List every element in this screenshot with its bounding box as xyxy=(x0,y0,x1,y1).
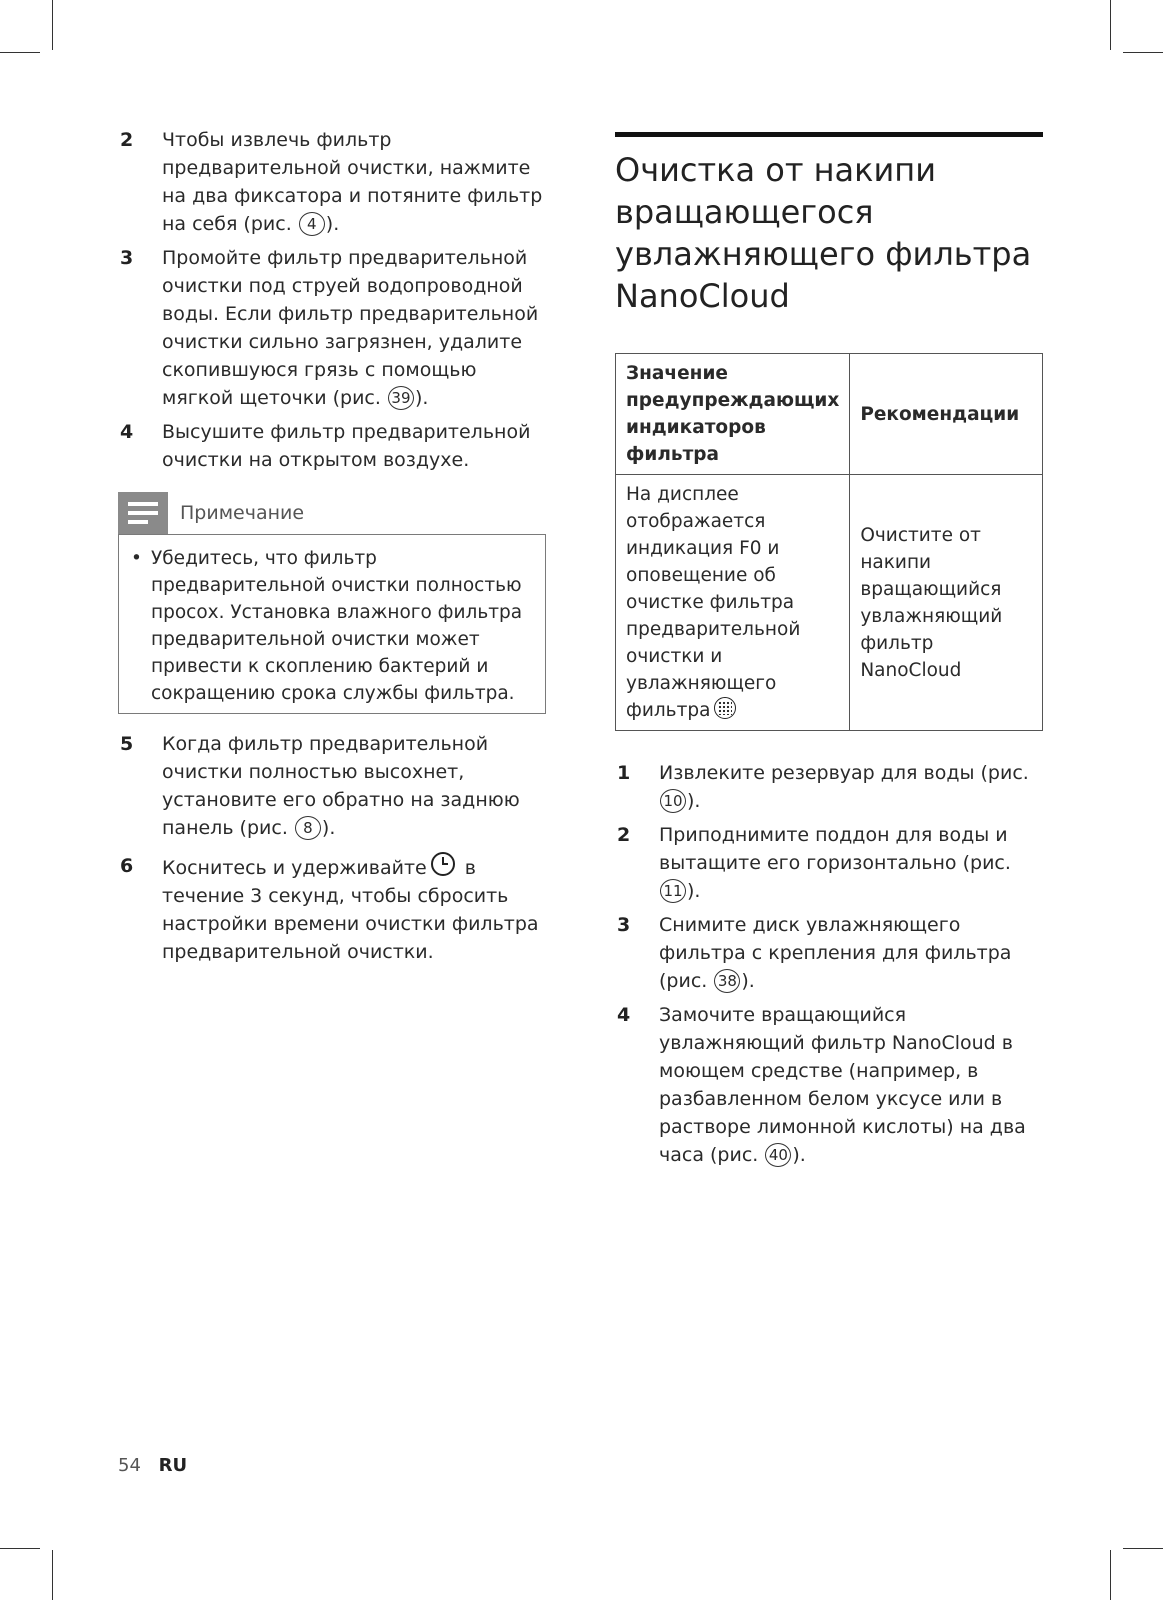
crop-mark xyxy=(52,0,53,50)
table-row xyxy=(616,475,1043,731)
step-text-end: ). xyxy=(321,817,336,839)
step-text-end: ). xyxy=(687,880,701,902)
step-number: 5 xyxy=(120,733,134,755)
step-text-end: ). xyxy=(414,387,429,409)
table-header-row xyxy=(616,354,1043,475)
note-box xyxy=(118,534,546,714)
figure-ref: 11 xyxy=(660,879,686,903)
page-number: 54 xyxy=(118,1455,141,1476)
step-number: 1 xyxy=(617,762,631,784)
crop-mark xyxy=(1110,1550,1111,1600)
right-column xyxy=(615,132,1043,1175)
step-number: 2 xyxy=(120,129,134,151)
step-text-end: ). xyxy=(687,790,701,812)
step-item xyxy=(118,852,546,966)
step-text-end: ). xyxy=(325,213,340,235)
step-text-end: в течение 3 секунд, чтобы сбросить настройки времени очистки фильтра предварительной очистки. xyxy=(162,857,539,963)
table-header: Рекомендации xyxy=(850,354,1043,475)
section-rule xyxy=(615,132,1043,137)
crop-mark xyxy=(1123,1548,1163,1549)
step-item xyxy=(615,1001,1043,1169)
crop-mark xyxy=(52,1550,53,1600)
step-text: Снимите диск увлажняющего фильтра с крепления для фильтра (рис. xyxy=(659,914,1012,992)
step-number: 2 xyxy=(617,824,631,846)
step-item xyxy=(118,418,546,474)
step-item xyxy=(615,759,1043,815)
humidifier-filter-icon xyxy=(714,697,736,719)
crop-mark xyxy=(1110,0,1111,50)
step-text-end: ). xyxy=(741,970,755,992)
step-text: Извлеките резервуар для воды (рис. xyxy=(659,762,1029,784)
step-number: 3 xyxy=(120,247,134,269)
step-number: 4 xyxy=(617,1004,631,1026)
note-title: Примечание xyxy=(180,502,305,524)
table-cell: Очистите от накипи вращающийся увлажняющий фильтр NanoCloud xyxy=(850,475,1043,731)
step-item xyxy=(615,911,1043,995)
page-footer xyxy=(118,1455,187,1476)
crop-mark xyxy=(0,1548,40,1549)
step-text-end: ). xyxy=(792,1144,806,1166)
step-text: Высушите фильтр предварительной очистки на открытом воздухе. xyxy=(162,421,531,471)
step-text: Чтобы извлечь фильтр предварительной очистки, нажмите на два фиксатора и потяните фильтр на себя (рис. xyxy=(162,129,543,235)
figure-ref: 8 xyxy=(295,816,321,840)
figure-ref: 38 xyxy=(714,969,740,993)
step-text: Промойте фильтр предварительной очистки под струей водопроводной воды. Если фильтр предварительной очистки сильно загрязнен, удалите скопившуюся грязь с помощью мягкой щеточки (рис. xyxy=(162,247,539,409)
note-block xyxy=(118,492,546,714)
language-code: RU xyxy=(158,1455,188,1476)
step-number: 3 xyxy=(617,914,631,936)
table-header: Значение предупреждающих индикаторов фильтра xyxy=(616,354,850,475)
table-cell xyxy=(616,475,850,731)
section-title: Очистка от накипи вращающегося увлажняющего фильтра NanoCloud xyxy=(615,151,1032,315)
figure-ref: 10 xyxy=(660,789,686,813)
note-icon xyxy=(118,492,168,534)
crop-mark xyxy=(0,52,40,53)
clock-icon xyxy=(431,852,455,876)
step-number: 4 xyxy=(120,421,134,443)
step-text: Когда фильтр предварительной очистки полностью высохнет, установите его обратно на заднюю панель (рис. xyxy=(162,733,520,839)
step-text: Приподнимите поддон для воды и вытащите его горизонтально (рис. xyxy=(659,824,1011,874)
step-item xyxy=(118,126,546,238)
figure-ref: 40 xyxy=(765,1143,791,1167)
table-cell-text: На дисплее отображается индикация F0 и оповещение об очистке фильтра предварительной очистки и увлажняющего фильтра xyxy=(626,484,801,721)
step-item xyxy=(615,821,1043,905)
step-number: 6 xyxy=(120,855,134,877)
figure-ref: 39 xyxy=(388,386,414,410)
step-item xyxy=(118,244,546,412)
step-text: Замочите вращающийся увлажняющий фильтр NanoCloud в моющем средстве (например, в разбавленном белом уксусе или в растворе лимонной кислоты) на два часа (рис. xyxy=(659,1004,1026,1166)
recommendation-table xyxy=(615,353,1043,731)
crop-mark xyxy=(1123,52,1163,53)
step-text: Коснитесь и удерживайте xyxy=(162,857,427,879)
note-text: • Убедитесь, что фильтр предварительной очистки полностью просох. Установка влажного фильтра предварительной очистки может привести к скоплению бактерий и сокращению срока службы фильтра. xyxy=(127,545,535,707)
step-item xyxy=(118,730,546,842)
figure-ref: 4 xyxy=(299,212,325,236)
left-column xyxy=(118,126,546,972)
